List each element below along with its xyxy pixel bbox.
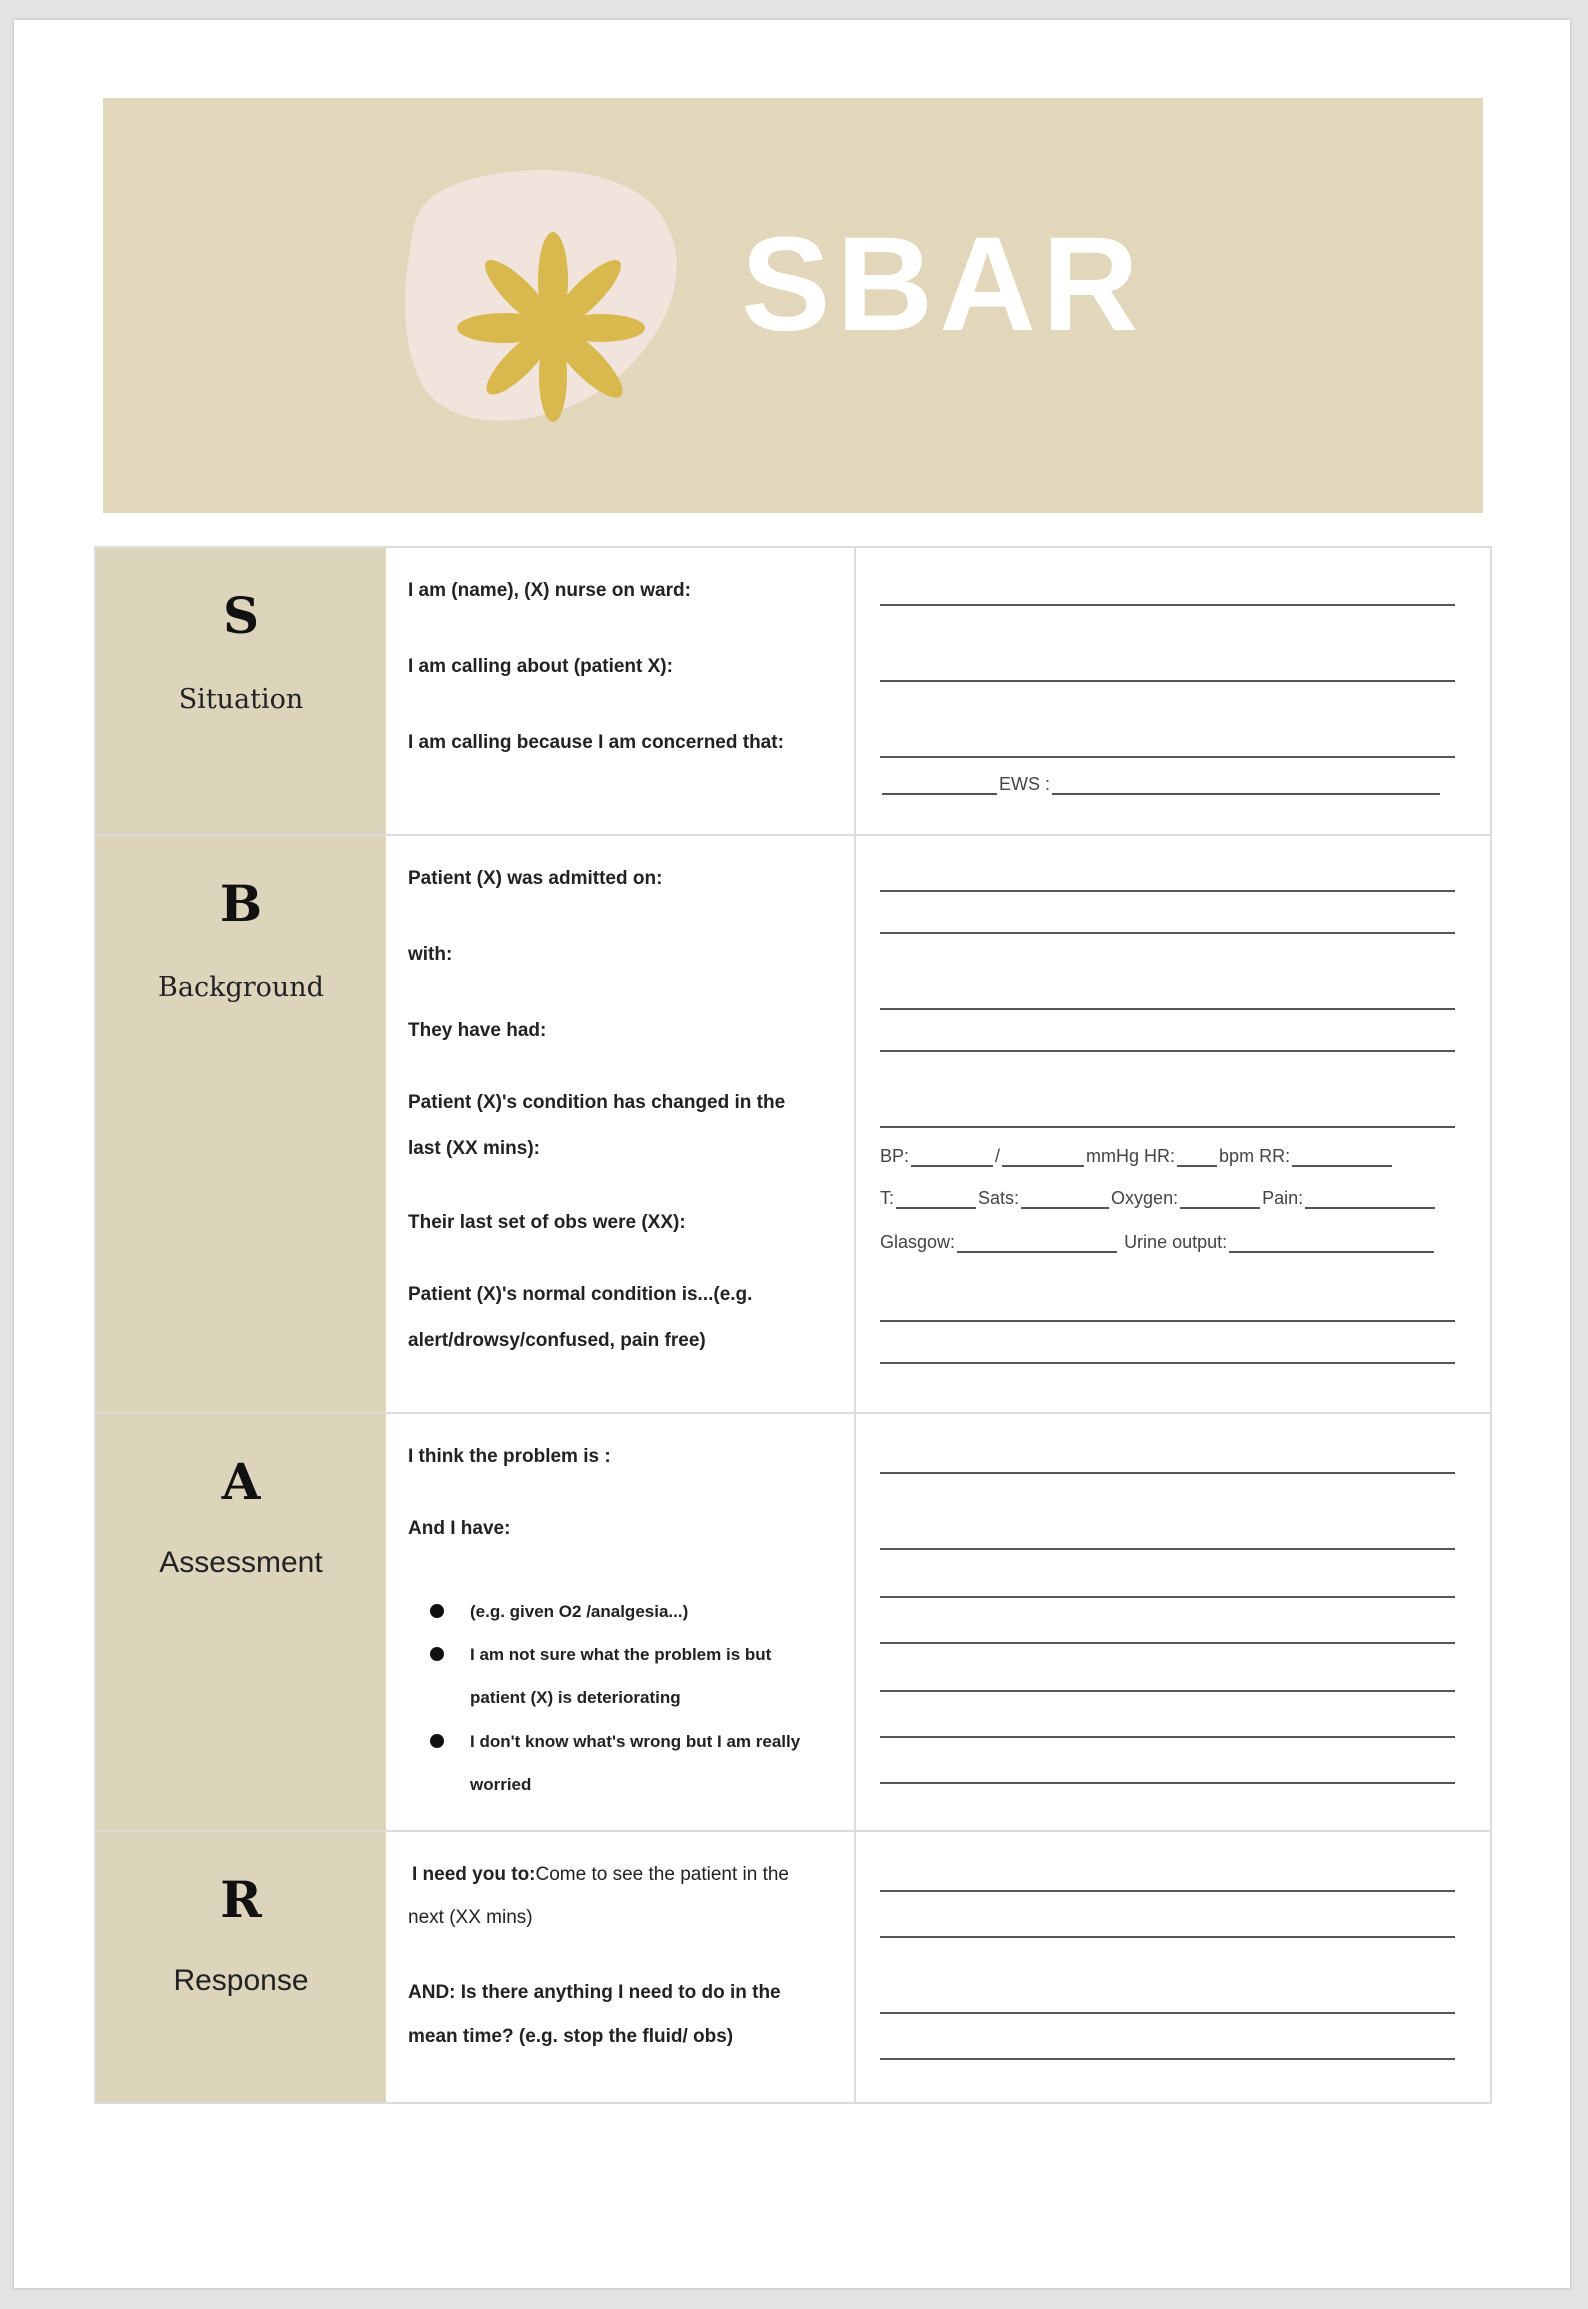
prompt-text: with: <box>408 944 453 965</box>
situation-prompts <box>386 548 856 834</box>
answer-line[interactable] <box>880 890 1455 892</box>
need-you-bold: I need you to: <box>412 1864 536 1885</box>
answer-line[interactable] <box>880 1642 1455 1644</box>
obs-row-2[interactable] <box>880 1188 1437 1209</box>
prompt-text: They have had: <box>408 1020 547 1041</box>
background-answers <box>856 836 1490 1412</box>
header-banner <box>103 98 1483 513</box>
answer-line[interactable] <box>880 1050 1455 1052</box>
answer-line[interactable] <box>880 1890 1455 1892</box>
bullet-text: I am not sure what the problem is but <box>470 1645 772 1664</box>
answer-line[interactable] <box>880 932 1455 934</box>
oxygen-label: Oxygen: <box>1111 1188 1179 1208</box>
bullet-text: I don't know what's wrong but I am really <box>470 1732 801 1751</box>
need-you-line2: next (XX mins) <box>408 1907 533 1928</box>
bp-label: BP: <box>880 1146 910 1166</box>
answer-line[interactable] <box>880 1008 1455 1010</box>
answer-line[interactable] <box>880 1126 1455 1128</box>
sbar-table <box>94 546 1492 2104</box>
and-text-line2: mean time? (e.g. stop the fluid/ obs) <box>408 2026 734 2047</box>
answer-line[interactable] <box>880 1548 1455 1550</box>
answer-line[interactable] <box>880 756 1455 758</box>
obs-row-3[interactable] <box>880 1232 1436 1253</box>
section-letter: S <box>222 586 260 645</box>
urine-label: Urine output: <box>1124 1232 1228 1252</box>
section-label: Response <box>173 1964 309 1997</box>
situation-label-cell <box>96 548 386 834</box>
assessment-answers <box>856 1414 1490 1830</box>
prompt-text: I am calling about (patient X): <box>408 656 673 677</box>
hr-label: HR: <box>1144 1146 1176 1166</box>
temp-label: T: <box>880 1188 895 1208</box>
background-prompts <box>386 836 856 1412</box>
response-row <box>96 1832 1490 2102</box>
response-label-cell <box>96 1832 386 2102</box>
and-text-line1: AND: Is there anything I need to do in the <box>408 1982 781 2003</box>
answer-line[interactable] <box>880 1320 1455 1322</box>
section-letter: A <box>221 1452 261 1511</box>
answer-line[interactable] <box>880 2058 1455 2060</box>
assessment-row <box>96 1414 1490 1832</box>
page-title: SBAR <box>741 210 1145 359</box>
answer-line[interactable] <box>880 680 1455 682</box>
assessment-label-cell <box>96 1414 386 1830</box>
background-row <box>96 836 1490 1414</box>
answer-line[interactable] <box>880 2012 1455 2014</box>
prompt-text: last (XX mins): <box>408 1138 540 1159</box>
section-label: Situation <box>178 684 304 715</box>
obs-row-1[interactable] <box>880 1146 1394 1167</box>
section-label: Assessment <box>159 1546 323 1579</box>
prompt-text: And I have: <box>408 1518 511 1539</box>
pain-label: Pain: <box>1262 1188 1304 1208</box>
section-label: Background <box>158 972 324 1003</box>
sats-label: Sats: <box>978 1188 1020 1208</box>
response-answers <box>856 1832 1490 2102</box>
prompt-text: alert/drowsy/confused, pain free) <box>408 1330 706 1351</box>
answer-line[interactable] <box>880 1936 1455 1938</box>
background-label-cell <box>96 836 386 1412</box>
assessment-prompts <box>386 1414 856 1830</box>
mmhg-label: mmHg <box>1086 1146 1140 1166</box>
response-prompts <box>386 1832 856 2102</box>
bullet-text: worried <box>470 1775 532 1794</box>
rr-label: RR: <box>1259 1146 1291 1166</box>
bullet-icon <box>430 1734 444 1748</box>
bp-slash: / <box>995 1146 1001 1166</box>
answer-line[interactable] <box>880 1596 1455 1598</box>
bpm-label: bpm <box>1219 1146 1255 1166</box>
situation-row <box>96 548 1490 836</box>
ews-label: EWS : <box>999 774 1051 794</box>
ews-field[interactable] <box>880 774 1442 795</box>
answer-line[interactable] <box>880 1782 1455 1784</box>
answer-line[interactable] <box>880 604 1455 606</box>
prompt-text: I think the problem is : <box>408 1446 611 1467</box>
section-letter: R <box>220 1870 262 1929</box>
bullet-text: (e.g. given O2 /analgesia...) <box>470 1602 689 1621</box>
prompt-text: I am (name), (X) nurse on ward: <box>408 580 691 601</box>
bullet-icon <box>430 1604 444 1618</box>
answer-line[interactable] <box>880 1472 1455 1474</box>
answer-line[interactable] <box>880 1690 1455 1692</box>
prompt-text: Their last set of obs were (XX): <box>408 1212 686 1233</box>
need-you-text <box>412 1852 789 1898</box>
answer-line[interactable] <box>880 1736 1455 1738</box>
answer-line[interactable] <box>880 1362 1455 1364</box>
bullet-icon <box>430 1647 444 1661</box>
form-page <box>14 20 1570 2288</box>
prompt-text: Patient (X) was admitted on: <box>408 868 663 889</box>
prompt-text: I am calling because I am concerned that: <box>408 732 784 753</box>
need-you-rest: Come to see the patient in the <box>535 1864 789 1885</box>
prompt-text: Patient (X)'s normal condition is...(e.g. <box>408 1284 753 1305</box>
glasgow-label: Glasgow: <box>880 1232 956 1252</box>
prompt-text: Patient (X)'s condition has changed in the <box>408 1092 786 1113</box>
situation-answers <box>856 548 1490 834</box>
bullet-text: patient (X) is deteriorating <box>470 1688 681 1707</box>
section-letter: B <box>219 874 263 933</box>
